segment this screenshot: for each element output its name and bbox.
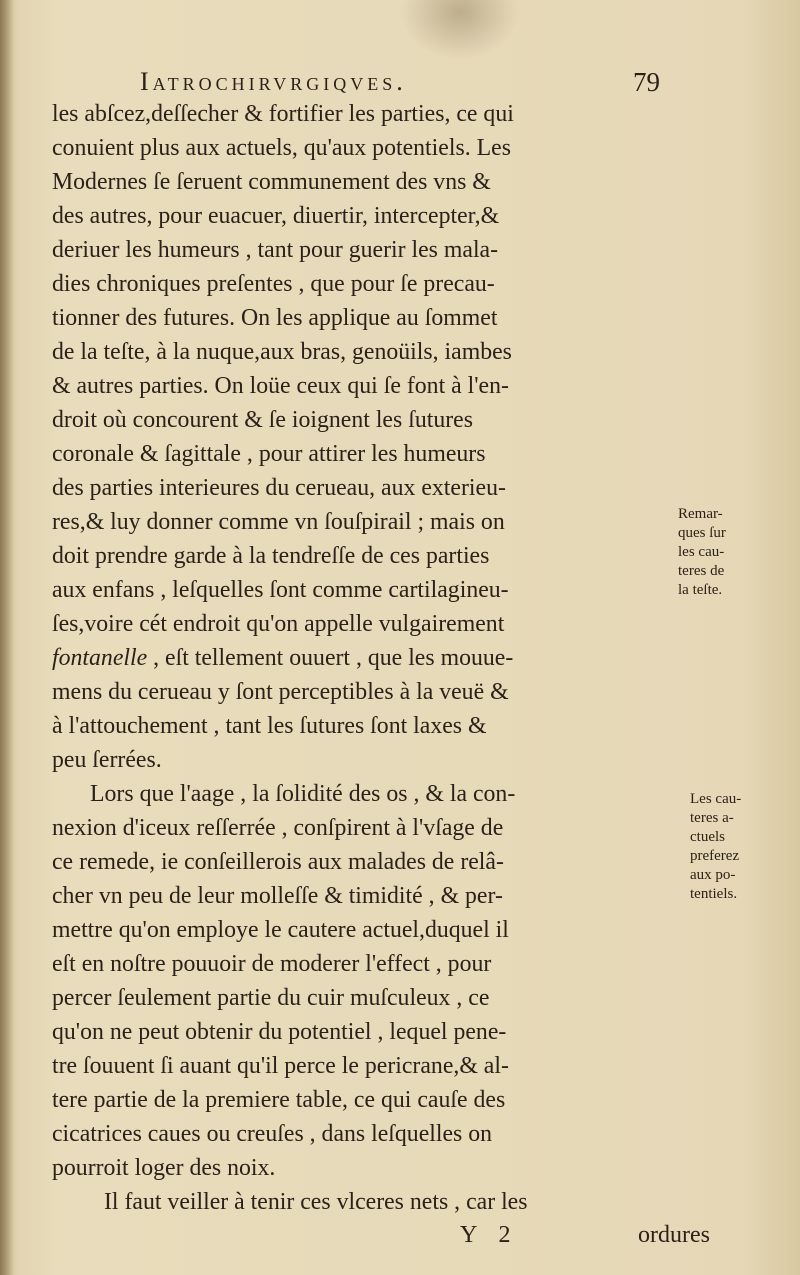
text-line: nexion d'iceux reſſerrée , conſpirent à l'vſage de — [52, 815, 504, 841]
main-text — [52, 97, 672, 1219]
text-line: Lors que l'aage , la ſolidité des os , & la con- — [90, 781, 516, 807]
margin-note-cauteres-actuels — [690, 790, 800, 904]
text-line: deriuer les humeurs , tant pour guerir les mala- — [52, 237, 499, 263]
text-line: droit où concourent & ſe ioignent les ſutures — [52, 407, 473, 433]
text-line: des parties interieures du cerueau, aux exterieu- — [52, 475, 506, 501]
text-line: dies chroniques preſentes , que pour ſe precau- — [52, 271, 495, 297]
text-line-fontanelle — [52, 641, 672, 675]
text-line: cicatrices caues ou creuſes , dans leſquelles on — [52, 1121, 493, 1147]
note-line: la teſte. — [678, 582, 723, 598]
margin-note-cauteres-teste — [678, 505, 798, 600]
text-line: Modernes ſe ſeruent communement des vns & — [52, 169, 491, 195]
page-footer — [460, 1222, 710, 1256]
running-head: Iatrochirvrgiqves. — [140, 67, 407, 96]
note-line: les cau- — [678, 544, 725, 560]
text-line: des autres, pour euacuer, diuertir, intercepter,& — [52, 203, 500, 229]
emphasized-term: fontanelle — [52, 645, 148, 671]
text-line: tionner des futures. On les applique au ſommet — [52, 305, 498, 331]
catchword: ordures — [638, 1222, 710, 1248]
text-segment: , eſt tellement ouuert , que les mouue- — [147, 645, 514, 671]
note-line: Remar- — [678, 506, 723, 522]
text-line: Il faut veiller à tenir ces vlceres nets , car les — [104, 1189, 528, 1215]
text-line: percer ſeulement partie du cuir muſculeux , ce — [52, 985, 490, 1011]
text-line: & autres parties. On loüe ceux qui ſe font à l'en- — [52, 373, 509, 399]
text-line: pourroit loger des noix. — [52, 1155, 276, 1181]
page-number: 79 — [633, 66, 660, 97]
text-line: conuient plus aux actuels, qu'aux potentiels. Les — [52, 135, 511, 161]
text-line: mettre qu'on employe le cautere actuel,duquel il — [52, 917, 509, 943]
text-line: peu ſerrées. — [52, 747, 162, 773]
note-line: ques ſur — [678, 525, 726, 541]
text-line: qu'on ne peut obtenir du potentiel , lequel pene- — [52, 1019, 507, 1045]
text-line: tere partie de la premiere table, ce qui cauſe des — [52, 1087, 506, 1113]
note-line: tentiels. — [690, 886, 738, 902]
page-header — [140, 62, 660, 102]
note-line: ctuels — [690, 829, 725, 845]
text-line: les abſcez,deſſecher & fortifier les parties, ce qui — [52, 101, 514, 127]
text-line: doit prendre garde à la tendreſſe de ces parties — [52, 543, 490, 569]
text-line: eſt en noſtre pouuoir de moderer l'effect , pour — [52, 951, 492, 977]
note-line: teres a- — [690, 810, 734, 826]
signature-mark: Y 2 — [460, 1222, 519, 1248]
text-line: res,& luy donner comme vn ſouſpirail ; mais on — [52, 509, 505, 535]
text-line: cher vn peu de leur molleſſe & timidité , & per- — [52, 883, 503, 909]
text-line: aux enfans , leſquelles ſont comme cartilagineu- — [52, 577, 509, 603]
note-line: Les cau- — [690, 791, 742, 807]
text-line: à l'attouchement , tant les ſutures ſont laxes & — [52, 713, 487, 739]
note-line: aux po- — [690, 867, 736, 883]
text-line: tre ſouuent ſi auant qu'il perce le pericrane,& al- — [52, 1053, 509, 1079]
text-line: coronale & ſagittale , pour attirer les humeurs — [52, 441, 486, 467]
text-line: ce remede, ie conſeillerois aux malades de relâ- — [52, 849, 504, 875]
note-line: teres de — [678, 563, 725, 579]
ink-stain — [400, 0, 520, 60]
text-line: mens du cerueau y ſont perceptibles à la veuë & — [52, 679, 509, 705]
binding-shadow — [0, 0, 14, 1275]
note-line: preferez — [690, 848, 740, 864]
text-line: ſes,voire cét endroit qu'on appelle vulgairement — [52, 611, 505, 637]
text-line: de la teſte, à la nuque,aux bras, genoüils, iambes — [52, 339, 512, 365]
